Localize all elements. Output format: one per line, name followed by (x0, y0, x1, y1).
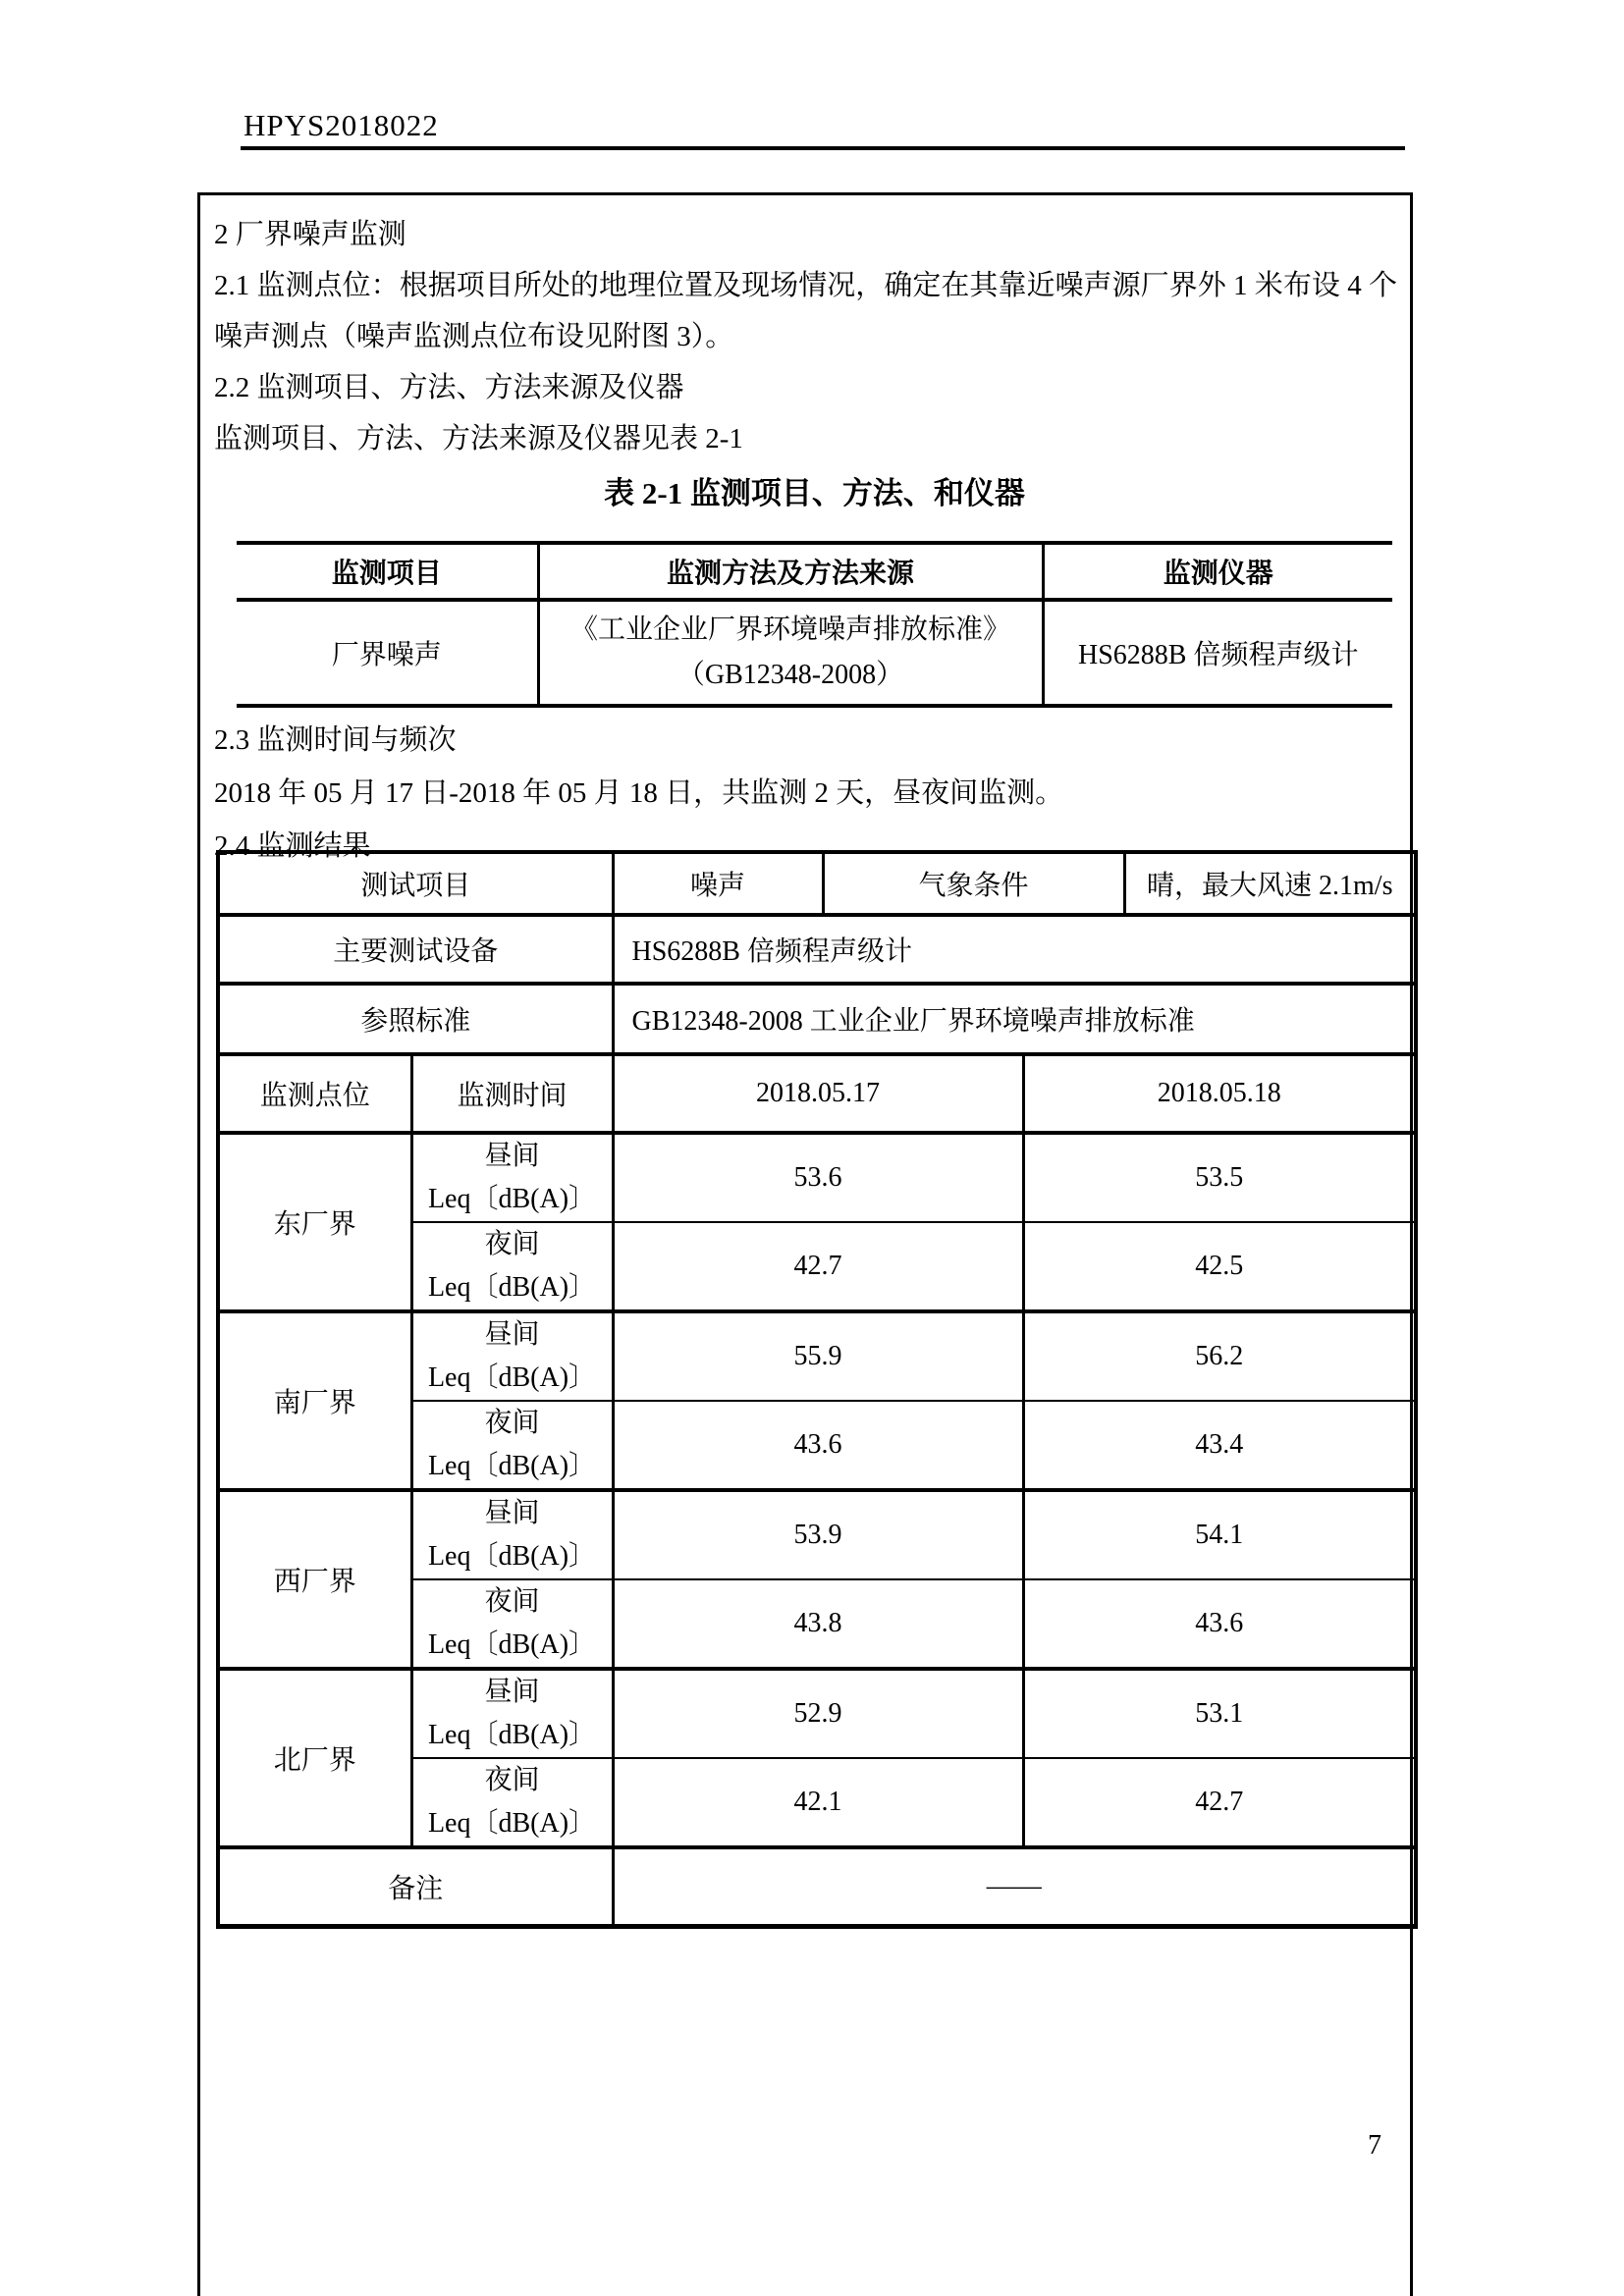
standard-label: 参照标准 (218, 984, 613, 1054)
monitor-item-cell: 厂界噪声 (237, 600, 538, 706)
noise-value: 42.7 (613, 1222, 1023, 1311)
boundary-name: 西厂界 (218, 1490, 411, 1669)
method-standard-name: 《工业企业厂界环境噪声排放标准》 (569, 614, 1010, 645)
section-2-2-title: 2.2 监测项目、方法、方法来源及仪器 (214, 372, 684, 403)
leq-label: Leq〔dB(A)〕 (427, 1451, 597, 1481)
leq-label: Leq〔dB(A)〕 (427, 1272, 597, 1303)
noise-value: 53.5 (1023, 1133, 1416, 1222)
noise-value: 56.2 (1023, 1311, 1416, 1401)
test-item-value: 噪声 (613, 852, 823, 915)
boundary-name: 东厂界 (218, 1133, 411, 1311)
noise-value: 43.6 (613, 1401, 1023, 1490)
period-label: 昼间 (484, 1677, 540, 1707)
leq-label: Leq〔dB(A)〕 (427, 1541, 597, 1572)
monitor-method-cell (538, 600, 1043, 706)
period-label: 夜间 (484, 1765, 540, 1795)
table-2-1-data-row (237, 600, 1392, 706)
noise-value: 54.1 (1023, 1490, 1416, 1579)
leq-label: Leq〔dB(A)〕 (427, 1808, 597, 1839)
noise-value: 42.7 (1023, 1758, 1416, 1847)
period-cell (411, 1401, 613, 1490)
leq-label: Leq〔dB(A)〕 (427, 1362, 597, 1393)
results-table (216, 850, 1414, 1929)
page-number: 7 (1368, 2130, 1381, 2161)
results-row-equipment (218, 915, 1416, 984)
section-2-3-text: 2018 年 05 月 17 日-2018 年 05 月 18 日，共监测 2 天，昼夜间监测。 (214, 777, 1064, 809)
standard-value: GB12348-2008 工业企业厂界环境噪声排放标准 (613, 984, 1416, 1054)
noise-value: 43.8 (613, 1579, 1023, 1669)
period-label: 昼间 (484, 1141, 540, 1171)
results-header-row (218, 1056, 1416, 1133)
north-day-row (218, 1669, 1416, 1758)
noise-value: 42.1 (613, 1758, 1023, 1847)
noise-value: 53.9 (613, 1490, 1023, 1579)
results-row-standard (218, 984, 1416, 1054)
method-standard-code: （GB12348-2008） (677, 660, 904, 690)
intro-paragraphs (214, 209, 1397, 464)
table-2-1-grid (237, 541, 1392, 708)
results-table-bottom (216, 1056, 1418, 1929)
table-2-1-header-row (237, 543, 1392, 600)
noise-value: 43.6 (1023, 1579, 1416, 1669)
monitor-instrument-cell: HS6288B 倍频程声级计 (1043, 600, 1392, 706)
remark-row (218, 1847, 1416, 1926)
table-2-1-header-item: 监测项目 (237, 543, 538, 600)
weather-value: 晴，最大风速 2.1m/s (1124, 852, 1416, 915)
noise-value: 42.5 (1023, 1222, 1416, 1311)
table-2-1-header-instrument: 监测仪器 (1043, 543, 1392, 600)
section-2-4-title: 2.4 监测结果 (214, 830, 371, 862)
period-cell (411, 1579, 613, 1669)
east-day-row (218, 1133, 1416, 1222)
period-label: 夜间 (484, 1586, 540, 1617)
header-rule (241, 146, 1405, 150)
content-border-box (197, 192, 1413, 2296)
period-label: 夜间 (484, 1408, 540, 1438)
section-2-3-2-4-paragraphs (214, 714, 1063, 873)
noise-value: 52.9 (613, 1669, 1023, 1758)
leq-label: Leq〔dB(A)〕 (427, 1629, 597, 1660)
period-label: 昼间 (484, 1319, 540, 1350)
leq-label: Leq〔dB(A)〕 (427, 1720, 597, 1750)
equipment-value: HS6288B 倍频程声级计 (613, 915, 1416, 984)
remark-label: 备注 (218, 1847, 613, 1926)
time-label: 监测时间 (411, 1056, 613, 1133)
test-item-label: 测试项目 (218, 852, 613, 915)
date-1: 2018.05.17 (613, 1056, 1023, 1133)
table-2-1-caption: 表 2-1 监测项目、方法、和仪器 (604, 476, 1025, 510)
equipment-label: 主要测试设备 (218, 915, 613, 984)
south-day-row (218, 1311, 1416, 1401)
document-code: HPYS2018022 (244, 108, 439, 142)
section-2-title: 2 厂界噪声监测 (214, 219, 406, 250)
period-cell (411, 1669, 613, 1758)
boundary-name: 南厂界 (218, 1311, 411, 1490)
section-2-2-note: 监测项目、方法、方法来源及仪器见表 2-1 (214, 423, 743, 454)
weather-label: 气象条件 (823, 852, 1124, 915)
period-label: 昼间 (484, 1498, 540, 1528)
noise-value: 55.9 (613, 1311, 1023, 1401)
boundary-name: 北厂界 (218, 1669, 411, 1847)
section-2-1-line2: 噪声测点（噪声监测点位布设见附图 3）。 (214, 321, 734, 352)
results-row-test-item (218, 852, 1416, 915)
leq-label: Leq〔dB(A)〕 (427, 1184, 597, 1214)
section-2-1-line1: 2.1 监测点位：根据项目所处的地理位置及现场情况，确定在其靠近噪声源厂界外 1 米布设 4 个 (214, 270, 1397, 301)
remark-value: —— (613, 1847, 1416, 1926)
period-cell (411, 1222, 613, 1311)
results-table-top (216, 850, 1418, 1056)
period-cell (411, 1490, 613, 1579)
period-cell (411, 1758, 613, 1847)
noise-value: 53.6 (613, 1133, 1023, 1222)
noise-value: 43.4 (1023, 1401, 1416, 1490)
west-day-row (218, 1490, 1416, 1579)
period-cell (411, 1311, 613, 1401)
noise-value: 53.1 (1023, 1669, 1416, 1758)
period-label: 夜间 (484, 1229, 540, 1259)
table-2-1-header-method: 监测方法及方法来源 (538, 543, 1043, 600)
date-2: 2018.05.18 (1023, 1056, 1416, 1133)
table-2-1 (237, 541, 1392, 708)
point-label: 监测点位 (218, 1056, 411, 1133)
section-2-3-title: 2.3 监测时间与频次 (214, 724, 457, 756)
period-cell (411, 1133, 613, 1222)
